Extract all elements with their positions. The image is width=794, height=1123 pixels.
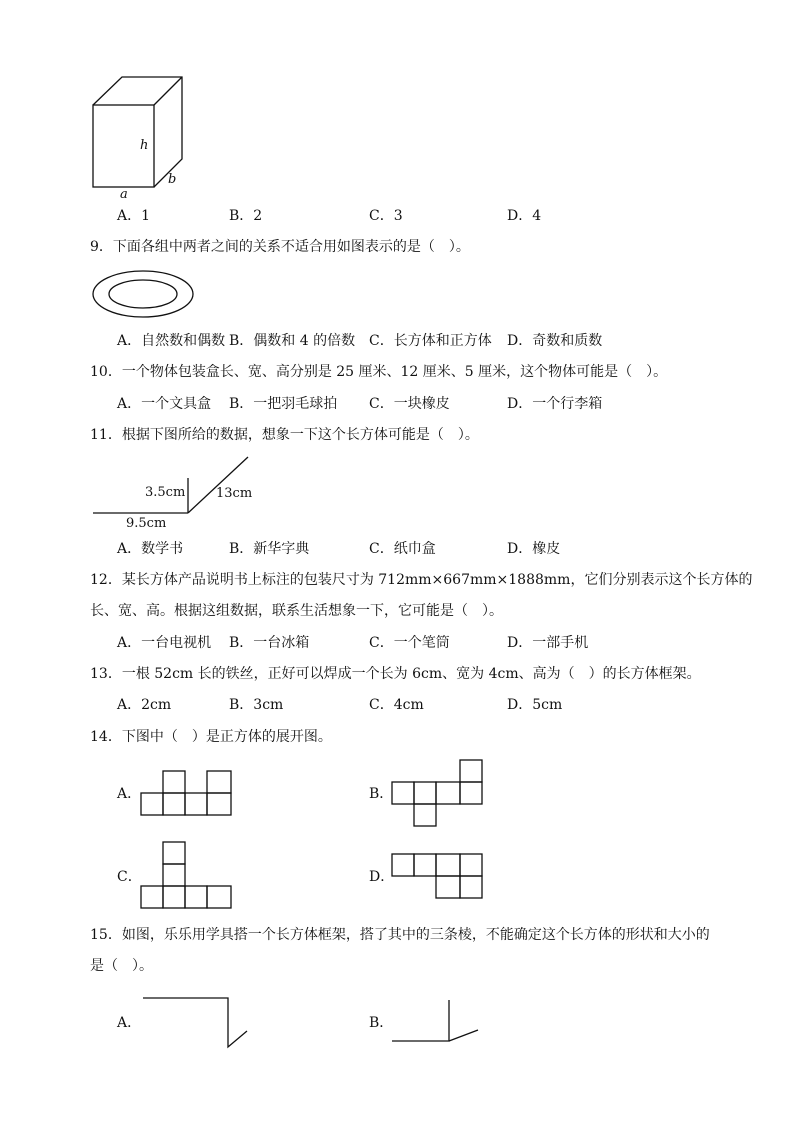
q11-option-a[interactable]: A．数学书 (117, 541, 184, 557)
q13-option-a[interactable]: A．2cm (117, 697, 172, 713)
q10-option-d[interactable]: D．一个行李箱 (507, 396, 603, 412)
q14-option-c-label[interactable]: C． (117, 869, 142, 885)
q12-option-b[interactable]: B．一台冰箱 (229, 635, 310, 651)
q11-option-d[interactable]: D．橡皮 (507, 541, 561, 557)
q8-option-c[interactable]: C．3 (369, 208, 403, 224)
q8-option-d[interactable]: D．4 (507, 208, 542, 224)
q15-stem-line2: 是（ ）。 (90, 958, 153, 974)
q10-option-c[interactable]: C．一块橡皮 (369, 396, 450, 412)
q11-option-b[interactable]: B．新华字典 (229, 541, 310, 557)
q8-option-a[interactable]: A．1 (117, 208, 151, 224)
q10-option-b[interactable]: B．一把羽毛球拍 (229, 396, 338, 412)
q11-stem: 11．根据下图所给的数据，想象一下这个长方体可能是（ ）。 (90, 427, 479, 443)
q12-option-d[interactable]: D．一部手机 (507, 635, 589, 651)
q8-label-b: b (168, 172, 177, 187)
q15-figure-b[interactable] (392, 1000, 478, 1041)
q14-stem: 14．下图中（ ）是正方体的展开图。 (90, 729, 332, 745)
q13-option-b[interactable]: B．3cm (229, 697, 284, 713)
q8-label-a: a (120, 187, 128, 202)
q14-option-a-label[interactable]: A． (117, 786, 142, 802)
q8-option-b[interactable]: B．2 (229, 208, 263, 224)
q10-option-a[interactable]: A．一个文具盒 (117, 396, 212, 412)
q9-option-a[interactable]: A．自然数和偶数 (117, 333, 226, 349)
q15-figure-a[interactable] (143, 998, 247, 1047)
q12-option-a[interactable]: A．一台电视机 (117, 635, 212, 651)
q12-stem-line2: 长、宽、高。根据这组数据，联系生活想象一下，它可能是（ ）。 (90, 603, 503, 619)
q11-option-c[interactable]: C．纸巾盒 (369, 541, 436, 557)
q9-option-d[interactable]: D．奇数和质数 (507, 333, 603, 349)
q15-option-a-label[interactable]: A． (117, 1015, 142, 1031)
q14-option-b-label[interactable]: B． (369, 786, 394, 802)
q15-option-b-label[interactable]: B． (369, 1015, 394, 1031)
q11-label-length: 9.5cm (126, 516, 167, 531)
q10-stem: 10．一个物体包装盒长、宽、高分别是 25 厘米、12 厘米、5 厘米，这个物体可能是（ ）。 (90, 364, 668, 380)
q11-label-width: 13cm (216, 486, 253, 501)
q9-option-b[interactable]: B．偶数和 4 的倍数 (229, 333, 356, 349)
q9-option-c[interactable]: C．长方体和正方体 (369, 333, 492, 349)
q8-label-h: h (140, 138, 149, 153)
q13-option-d[interactable]: D．5cm (507, 697, 563, 713)
q11-label-height: 3.5cm (145, 485, 186, 500)
q15-stem-line1: 15．如图，乐乐用学具搭一个长方体框架，搭了其中的三条棱，不能确定这个长方体的形状和大小的 (90, 927, 710, 943)
q9-stem: 9．下面各组中两者之间的关系不适合用如图表示的是（ ）。 (90, 239, 470, 255)
q12-option-c[interactable]: C．一个笔筒 (369, 635, 450, 651)
q13-stem: 13．一根 52cm 长的铁丝，正好可以焊成一个长为 6cm、宽为 4cm、高为（ ）的长方体框架。 (90, 666, 701, 682)
q12-stem-line1: 12．某长方体产品说明书上标注的包装尺寸为 712mm×667mm×1888mm，它们分别表示这个长方体的 (90, 572, 753, 588)
q14-option-d-label[interactable]: D． (369, 869, 395, 885)
q13-option-c[interactable]: C．4cm (369, 697, 424, 713)
